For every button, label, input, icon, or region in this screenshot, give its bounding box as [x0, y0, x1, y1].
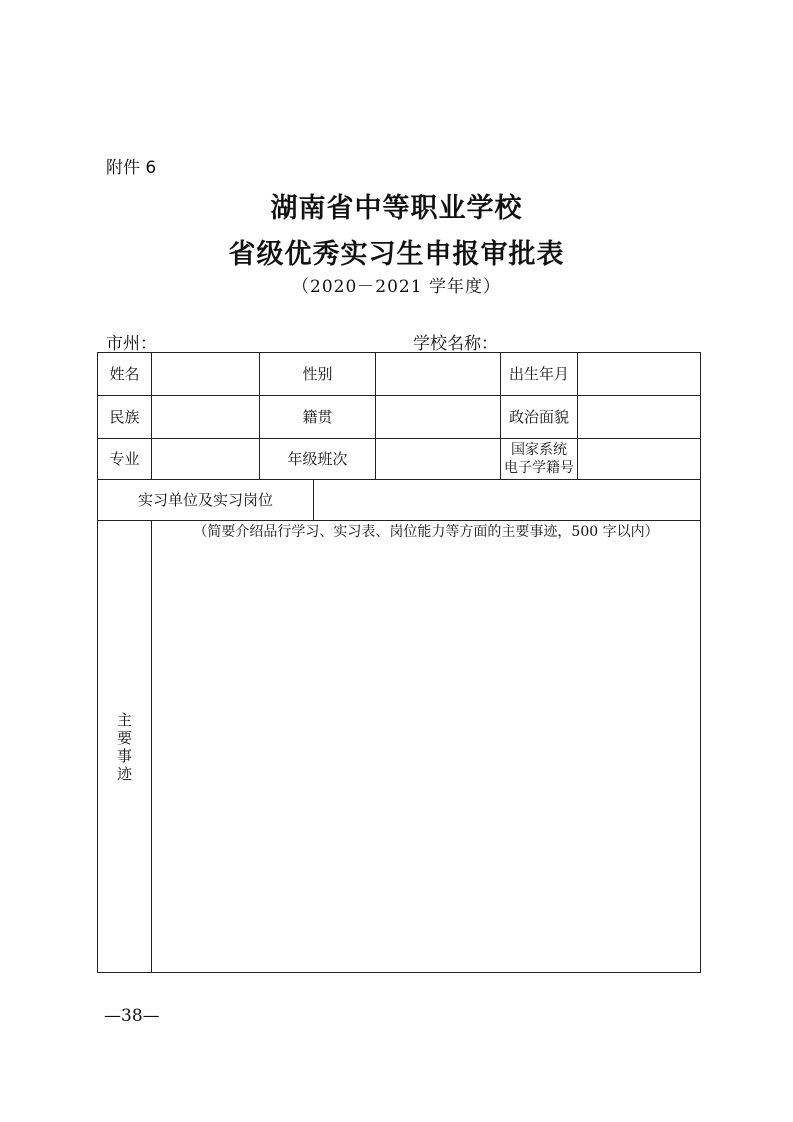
main-deeds-field[interactable] — [152, 521, 701, 973]
table-row-deeds — [98, 521, 701, 973]
school-name-label: 学校名称： — [413, 334, 498, 354]
document-title-line1: 湖南省中等职业学校 — [270, 193, 523, 224]
main-deeds-char-4: 迹 — [116, 764, 132, 783]
main-deeds-label — [98, 521, 152, 973]
student-id-field[interactable] — [578, 439, 701, 480]
document-title-line2: 省级优秀实习生申报审批表 — [228, 239, 565, 270]
city-label: 市州： — [106, 334, 157, 354]
political-status-label: 政治面貌 — [501, 396, 578, 439]
page-number: —38— — [104, 1006, 160, 1026]
internship-label: 实习单位及实习岗位 — [98, 480, 314, 521]
main-deeds-hint: （简要介绍品行学习、实习表、岗位能力等方面的主要事迹，500 字以内） — [193, 524, 659, 540]
table-row-basic-2 — [98, 396, 701, 439]
native-place-label: 籍贯 — [260, 396, 376, 439]
ethnicity-field[interactable] — [152, 396, 260, 439]
student-id-label-line2: 电子学籍号 — [504, 460, 575, 476]
ethnicity-label: 民族 — [98, 396, 152, 439]
attachment-label: 附件 6 — [106, 158, 157, 178]
political-status-field[interactable] — [578, 396, 701, 439]
gender-label: 性别 — [260, 353, 376, 396]
grade-class-field[interactable] — [376, 439, 501, 480]
name-field[interactable] — [152, 353, 260, 396]
gender-field[interactable] — [376, 353, 501, 396]
main-deeds-char-2: 要 — [116, 728, 132, 747]
grade-class-label: 年级班次 — [260, 439, 376, 480]
academic-year: （2020－2021 学年度） — [292, 277, 501, 297]
table-row-internship — [98, 480, 701, 521]
name-label: 姓名 — [98, 353, 152, 396]
student-id-label — [501, 439, 578, 480]
table-row-basic-1 — [98, 353, 701, 396]
table-row-basic-3 — [98, 439, 701, 480]
student-id-label-line1: 国家系统 — [511, 442, 568, 458]
internship-field[interactable] — [314, 480, 701, 521]
native-place-field[interactable] — [376, 396, 501, 439]
major-field[interactable] — [152, 439, 260, 480]
birth-date-field[interactable] — [578, 353, 701, 396]
main-deeds-char-3: 事 — [116, 746, 132, 765]
birth-date-label: 出生年月 — [501, 353, 578, 396]
major-label: 专业 — [98, 439, 152, 480]
main-deeds-char-1: 主 — [116, 710, 132, 729]
application-form-table — [97, 352, 701, 973]
